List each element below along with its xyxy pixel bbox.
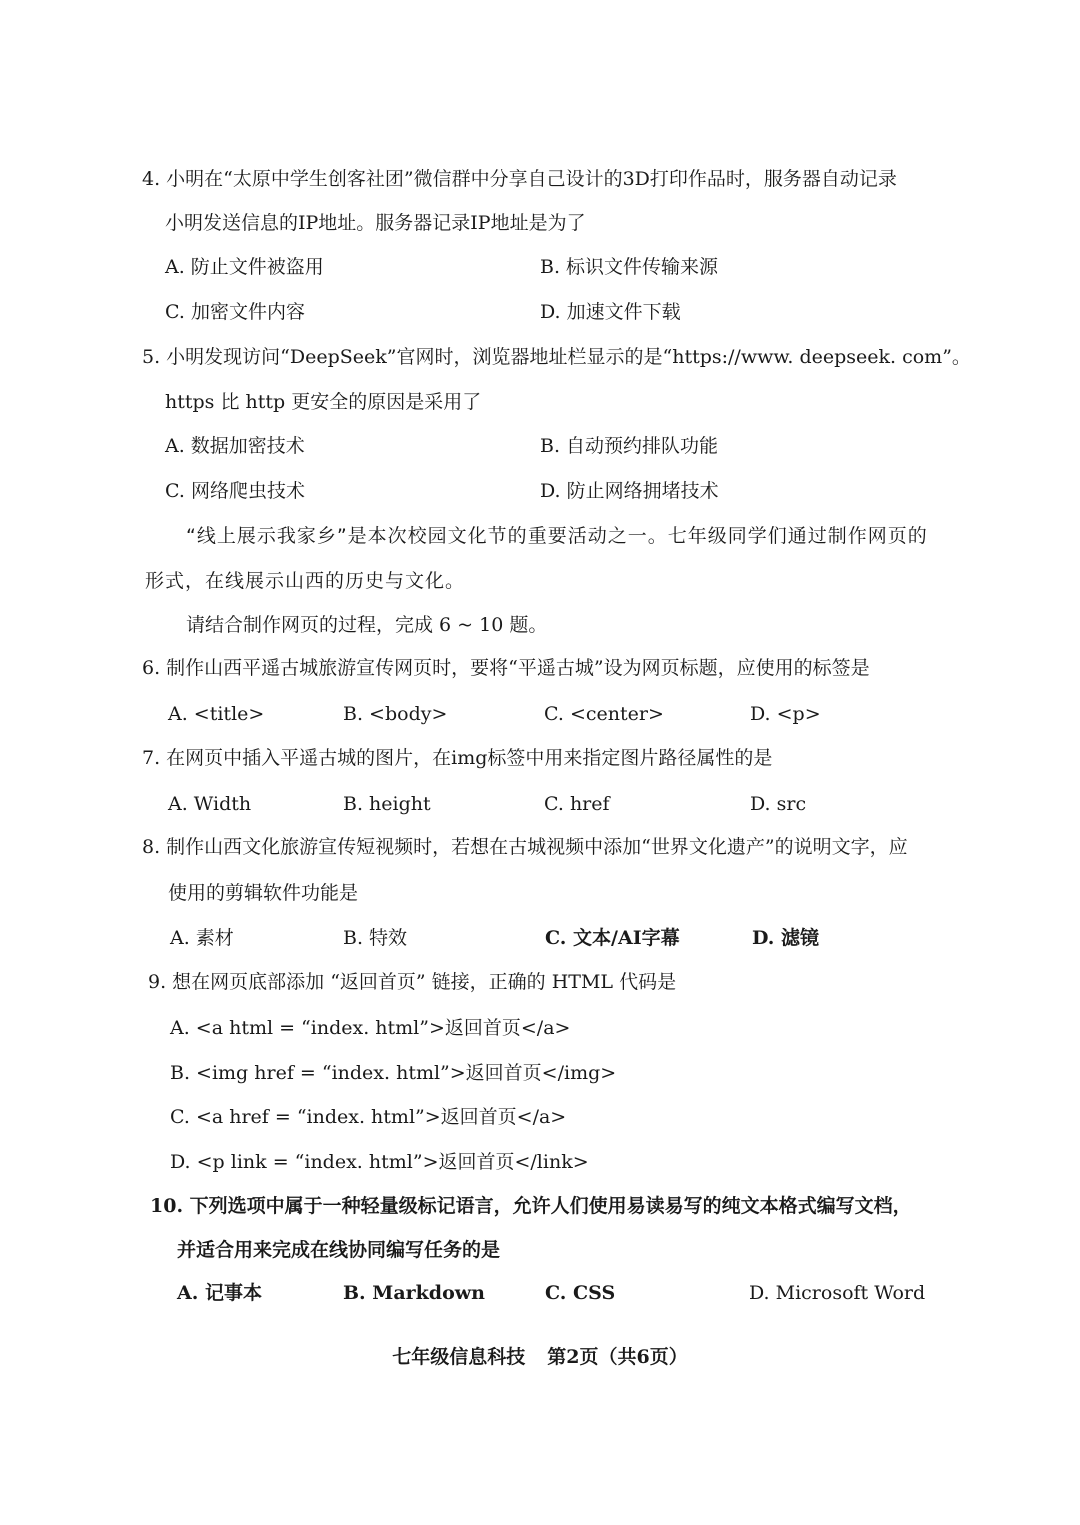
question-5-option-b: B. 自动预约排队功能 bbox=[540, 435, 719, 457]
question-8-option-c: C. 文本/AI字幕 bbox=[545, 927, 680, 949]
footer-subject: 七年级信息科技 bbox=[392, 1346, 526, 1368]
question-6-option-b: B. <body> bbox=[343, 703, 448, 725]
question-8-option-b: B. 特效 bbox=[343, 927, 408, 949]
question-6-option-c: C. <center> bbox=[544, 703, 664, 725]
question-4-stem: 4. 小明在“太原中学生创客社团”微信群中分享自己设计的3D打印作品时，服务器自动记录 bbox=[142, 168, 897, 190]
intro-passage-line1: “线上展示我家乡”是本次校园文化节的重要活动之一。七年级同学们通过制作网页的 bbox=[186, 525, 928, 547]
question-5-option-c: C. 网络爬虫技术 bbox=[165, 480, 305, 502]
question-9-option-d: D. <p link = “index. html”>返回首页</link> bbox=[170, 1151, 589, 1173]
question-9-option-a: A. <a html = “index. html”>返回首页</a> bbox=[170, 1017, 571, 1039]
question-5-option-a: A. 数据加密技术 bbox=[165, 435, 305, 457]
question-4-option-a: A. 防止文件被盗用 bbox=[165, 256, 324, 278]
question-4-option-c: C. 加密文件内容 bbox=[165, 301, 305, 323]
question-4-stem-cont: 小明发送信息的IP地址。服务器记录IP地址是为了 bbox=[165, 212, 586, 234]
question-7-stem: 7. 在网页中插入平遥古城的图片，在img标签中用来指定图片路径属性的是 bbox=[142, 747, 773, 769]
question-10-stem-cont: 并适合用来完成在线协同编写任务的是 bbox=[177, 1239, 501, 1261]
question-6-option-a: A. <title> bbox=[168, 703, 265, 725]
footer-page-number: 第2页（共6页） bbox=[547, 1346, 688, 1368]
intro-passage-line2: 形式，在线展示山西的历史与文化。 bbox=[145, 570, 466, 592]
question-7-option-a: A. Width bbox=[168, 793, 252, 815]
question-8-stem-cont: 使用的剪辑软件功能是 bbox=[168, 882, 359, 904]
question-10-option-b: B. Markdown bbox=[343, 1282, 485, 1304]
question-7-option-b: B. height bbox=[343, 793, 431, 815]
question-10-option-c: C. CSS bbox=[545, 1282, 616, 1304]
question-8-option-d: D. 滤镜 bbox=[752, 927, 820, 949]
question-5-stem: 5. 小明发现访问“DeepSeek”官网时，浏览器地址栏显示的是“https://www. deepseek. com”。 bbox=[142, 346, 971, 368]
question-9-option-c: C. <a href = “index. html”>返回首页</a> bbox=[170, 1106, 567, 1128]
question-10-option-d: D. Microsoft Word bbox=[749, 1282, 926, 1304]
question-10-stem: 10. 下列选项中属于一种轻量级标记语言，允许人们使用易读易写的纯文本格式编写文档， bbox=[150, 1195, 912, 1217]
question-4-option-b: B. 标识文件传输来源 bbox=[540, 256, 719, 278]
question-5-stem-cont: https 比 http 更安全的原因是采用了 bbox=[165, 391, 482, 413]
question-9-option-b: B. <img href = “index. html”>返回首页</img> bbox=[170, 1062, 617, 1084]
question-4-option-d: D. 加速文件下载 bbox=[540, 301, 681, 323]
question-9-stem: 9. 想在网页底部添加 “返回首页” 链接，正确的 HTML 代码是 bbox=[148, 971, 677, 993]
question-7-option-d: D. src bbox=[750, 793, 807, 815]
question-6-stem: 6. 制作山西平遥古城旅游宣传网页时，要将“平遥古城”设为网页标题，应使用的标签是 bbox=[142, 657, 870, 679]
question-7-option-c: C. href bbox=[544, 793, 610, 815]
page-footer bbox=[0, 1342, 1080, 1369]
question-8-option-a: A. 素材 bbox=[170, 927, 234, 949]
question-5-option-d: D. 防止网络拥堵技术 bbox=[540, 480, 719, 502]
question-10-option-a: A. 记事本 bbox=[177, 1282, 262, 1304]
intro-instruction: 请结合制作网页的过程，完成 6 ~ 10 题。 bbox=[186, 614, 548, 636]
question-8-stem: 8. 制作山西文化旅游宣传短视频时，若想在古城视频中添加“世界文化遗产”的说明文字，应 bbox=[142, 836, 908, 858]
question-6-option-d: D. <p> bbox=[750, 703, 821, 725]
